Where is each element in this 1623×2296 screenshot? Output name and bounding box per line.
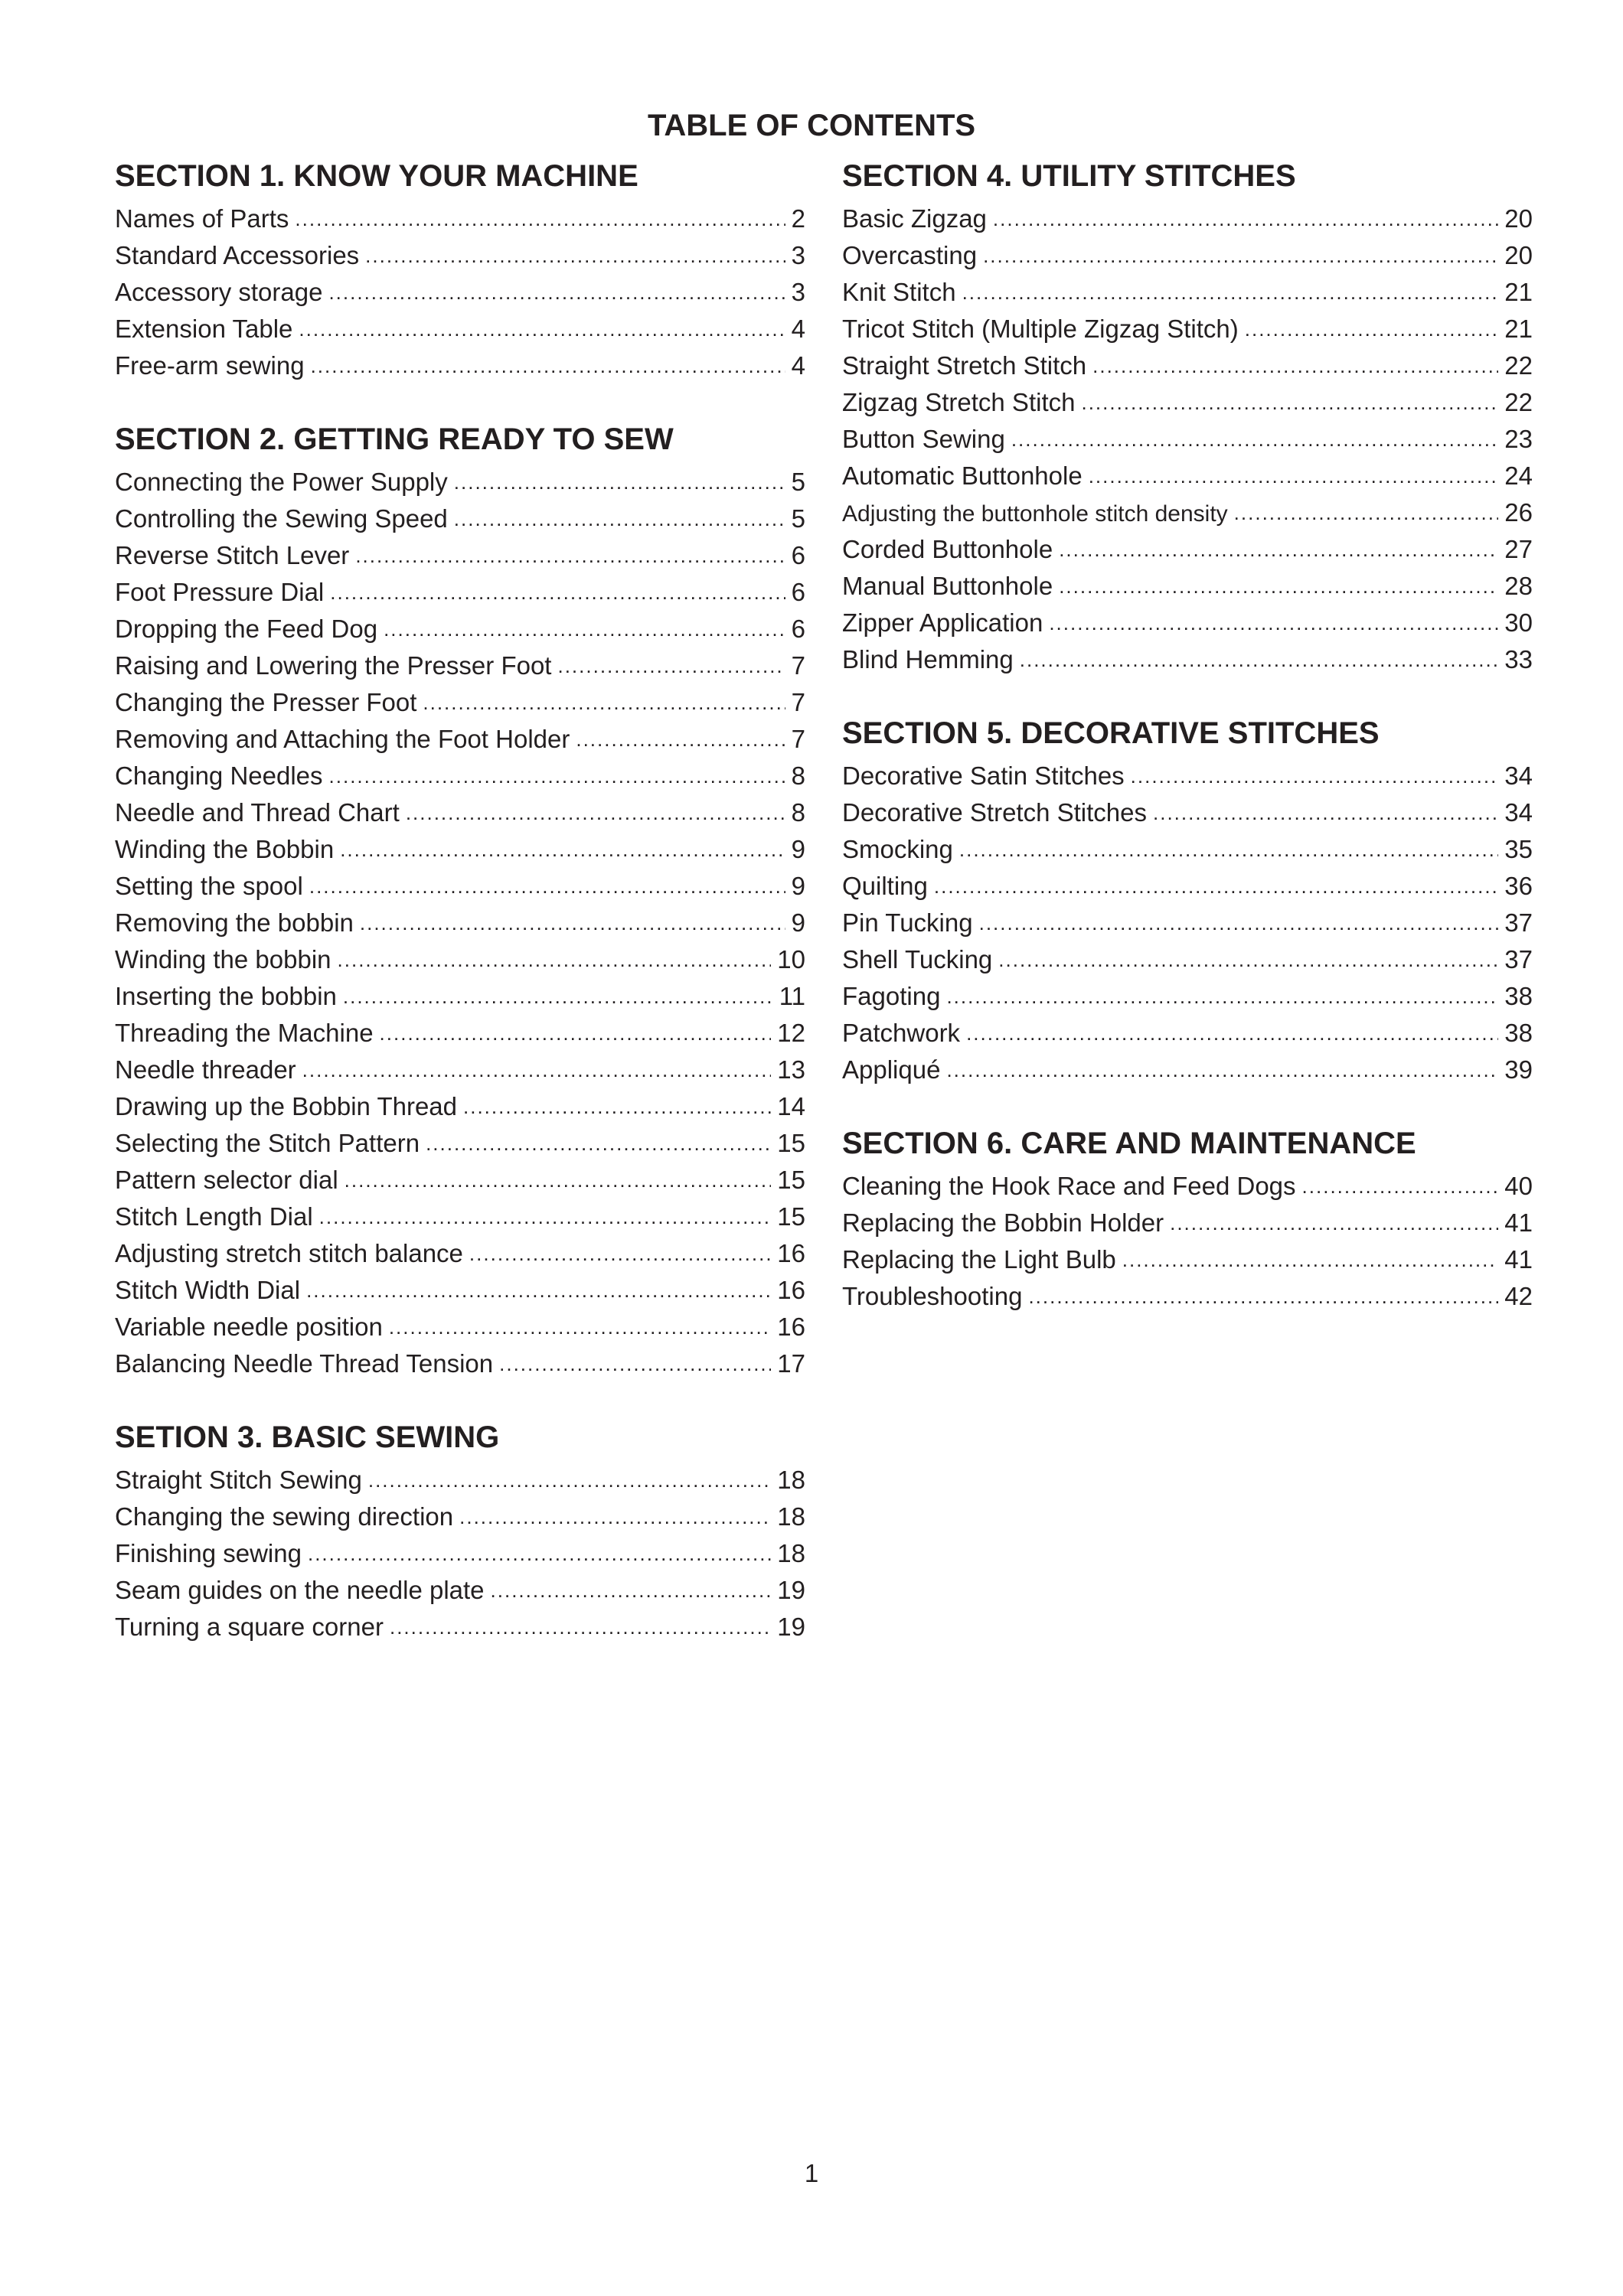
toc-entry[interactable]: [115, 538, 805, 575]
toc-entry[interactable]: [842, 642, 1533, 679]
toc-entry-page: 35: [1504, 835, 1533, 863]
toc-entry-title: Knit Stitch: [842, 278, 956, 306]
toc-entry-page: 4: [791, 351, 805, 380]
toc-entry-title: Finishing sewing: [115, 1539, 302, 1567]
dot-leader: [389, 1309, 771, 1345]
toc-entry-title: Patchwork: [842, 1019, 961, 1047]
toc-entry[interactable]: [842, 1279, 1533, 1316]
toc-section-6: [842, 1124, 1533, 1316]
toc-entry-page: 14: [777, 1092, 805, 1120]
toc-entry[interactable]: [115, 1199, 805, 1236]
toc-entry[interactable]: [842, 795, 1533, 832]
toc-entry-title: Needle threader: [115, 1055, 296, 1084]
toc-entry-page: 37: [1504, 908, 1533, 937]
toc-entry[interactable]: [842, 605, 1533, 642]
toc-entry[interactable]: [842, 979, 1533, 1016]
toc-entry[interactable]: [115, 1126, 805, 1163]
toc-entry-title: Seam guides on the needle plate: [115, 1576, 485, 1604]
toc-entry-title: Selecting the Stitch Pattern: [115, 1129, 420, 1157]
toc-entry-title: Stitch Length Dial: [115, 1202, 313, 1231]
toc-entry[interactable]: [842, 458, 1533, 495]
toc-entry[interactable]: [115, 311, 805, 348]
toc-entry-page: 24: [1504, 461, 1533, 490]
toc-entry[interactable]: [115, 1273, 805, 1309]
dot-leader: [469, 1236, 771, 1271]
dot-leader: [946, 1052, 1498, 1088]
toc-entry-page: 20: [1504, 204, 1533, 233]
dot-leader: [454, 465, 785, 500]
toc-entry-title: Pin Tucking: [842, 908, 973, 937]
dot-leader: [979, 905, 1499, 941]
toc-entry-title: Replacing the Light Bulb: [842, 1245, 1116, 1274]
toc-entry[interactable]: [115, 1499, 805, 1536]
section-heading: SECTION 4. UTILITY STITCHES: [842, 159, 1296, 193]
toc-entry[interactable]: [842, 422, 1533, 458]
toc-entry-page: 2: [791, 204, 805, 233]
toc-entry[interactable]: [842, 1016, 1533, 1052]
toc-entry-title: Stitch Width Dial: [115, 1276, 301, 1304]
toc-entry-page: 7: [791, 651, 805, 680]
toc-entry[interactable]: [115, 758, 805, 795]
dot-leader: [319, 1199, 772, 1234]
toc-entry-page: 6: [791, 615, 805, 643]
toc-section-4: [842, 157, 1533, 679]
toc-entry[interactable]: [842, 348, 1533, 385]
toc-entry-title: Accessory storage: [115, 278, 323, 306]
dot-leader: [1131, 758, 1499, 794]
toc-entry[interactable]: [115, 465, 805, 501]
toc-entry[interactable]: [115, 1309, 805, 1346]
toc-entry-page: 20: [1504, 241, 1533, 269]
dot-leader: [1234, 495, 1499, 530]
toc-entry-page: 12: [777, 1019, 805, 1047]
toc-entry-title: Manual Buttonhole: [842, 572, 1053, 600]
toc-entry-title: Turning a square corner: [115, 1613, 384, 1641]
dot-leader: [295, 201, 785, 236]
toc-entry-page: 42: [1504, 1282, 1533, 1310]
toc-entry[interactable]: [842, 869, 1533, 905]
section-heading: SECTION 2. GETTING READY TO SEW: [115, 422, 674, 456]
toc-entry-page: 21: [1504, 315, 1533, 343]
toc-entry[interactable]: [115, 1346, 805, 1383]
page-number: 1: [804, 2159, 819, 2187]
toc-entry[interactable]: [115, 348, 805, 385]
dot-leader: [306, 1273, 771, 1308]
toc-entry-page: 21: [1504, 278, 1533, 306]
toc-entry-title: Troubleshooting: [842, 1282, 1023, 1310]
toc-entry[interactable]: [115, 1536, 805, 1573]
toc-entry[interactable]: [115, 685, 805, 722]
toc-entry-title: Removing and Attaching the Foot Holder: [115, 725, 570, 753]
dot-leader: [340, 832, 785, 867]
dot-leader: [328, 275, 785, 310]
dot-leader: [499, 1346, 771, 1381]
toc-entry-title: Changing the Presser Foot: [115, 688, 417, 716]
toc-entry-title: Raising and Lowering the Presser Foot: [115, 651, 552, 680]
section-heading: SECTION 5. DECORATIVE STITCHES: [842, 716, 1380, 750]
dot-leader: [299, 311, 785, 347]
dot-leader: [330, 575, 785, 610]
toc-entry-title: Free-arm sewing: [115, 351, 305, 380]
toc-entry-page: 37: [1504, 945, 1533, 974]
dot-leader: [308, 1536, 771, 1571]
toc-entry-title: Adjusting stretch stitch balance: [115, 1239, 463, 1267]
dot-leader: [491, 1573, 772, 1608]
dot-leader: [463, 1089, 771, 1124]
dot-leader: [311, 348, 785, 383]
toc-entry[interactable]: [842, 569, 1533, 605]
dot-leader: [1028, 1279, 1498, 1314]
dot-leader: [959, 832, 1498, 867]
dot-leader: [380, 1016, 772, 1051]
toc-entry-page: 26: [1504, 498, 1533, 527]
toc-entry[interactable]: [842, 238, 1533, 275]
toc-entry-page: 6: [791, 541, 805, 569]
toc-entry-page: 8: [791, 798, 805, 827]
dot-leader: [962, 275, 1499, 310]
toc-entry-title: Fagoting: [842, 982, 941, 1010]
toc-entry-page: 18: [777, 1539, 805, 1567]
toc-entry[interactable]: [115, 201, 805, 238]
dot-leader: [343, 979, 773, 1014]
toc-entry-page: 39: [1504, 1055, 1533, 1084]
toc-entry-page: 41: [1504, 1208, 1533, 1237]
toc-entry-page: 19: [777, 1576, 805, 1604]
toc-entry-page: 13: [777, 1055, 805, 1084]
toc-entry-title: Threading the Machine: [115, 1019, 374, 1047]
toc-entry-title: Foot Pressure Dial: [115, 578, 325, 606]
dot-leader: [934, 869, 1498, 904]
toc-entry-page: 9: [791, 908, 805, 937]
toc-section-3: [115, 1418, 805, 1646]
toc-entry[interactable]: [842, 275, 1533, 311]
toc-entry-page: 15: [777, 1129, 805, 1157]
toc-entry-page: 18: [777, 1466, 805, 1494]
dot-leader: [329, 758, 785, 794]
toc-entry-title: Replacing the Bobbin Holder: [842, 1208, 1164, 1237]
toc-entry-page: 3: [791, 278, 805, 306]
toc-entry[interactable]: [842, 1052, 1533, 1089]
toc-section-1: [115, 157, 805, 385]
dot-leader: [423, 685, 785, 720]
dot-leader: [365, 238, 785, 273]
toc-entry-title: Straight Stitch Sewing: [115, 1466, 362, 1494]
toc-entry-page: 22: [1504, 351, 1533, 380]
toc-entry-title: Decorative Stretch Stitches: [842, 798, 1147, 827]
toc-entry-title: Connecting the Power Supply: [115, 468, 448, 496]
toc-entry-title: Winding the bobbin: [115, 945, 331, 974]
toc-entry-title: Winding the Bobbin: [115, 835, 335, 863]
toc-entry-title: Inserting the bobbin: [115, 982, 337, 1010]
dot-leader: [368, 1463, 771, 1498]
section-heading: SETION 3. BASIC SEWING: [115, 1420, 500, 1454]
dot-leader: [1092, 348, 1498, 383]
toc-entry[interactable]: [115, 1463, 805, 1499]
toc-entry-page: 5: [791, 468, 805, 496]
toc-entry-page: 15: [777, 1202, 805, 1231]
toc-entry-page: 18: [777, 1502, 805, 1531]
dot-leader: [1011, 422, 1498, 457]
toc-entry-title: Quilting: [842, 872, 928, 900]
toc-entry-page: 5: [791, 504, 805, 533]
toc-column-right: [842, 157, 1533, 1351]
toc-entry-page: 9: [791, 835, 805, 863]
toc-entry-title: Setting the spool: [115, 872, 303, 900]
toc-entry[interactable]: [842, 532, 1533, 569]
toc-entry-title: Needle and Thread Chart: [115, 798, 400, 827]
toc-entry-page: 38: [1504, 1019, 1533, 1047]
toc-entry-title: Removing the bobbin: [115, 908, 354, 937]
toc-entry-title: Decorative Satin Stitches: [842, 762, 1125, 790]
toc-entry-page: 17: [777, 1349, 805, 1378]
toc-entry-page: 16: [777, 1276, 805, 1304]
toc-entry-title: Automatic Buttonhole: [842, 461, 1083, 490]
toc-entry-page: 34: [1504, 762, 1533, 790]
toc-entry[interactable]: [115, 942, 805, 979]
toc-entry-title: Controlling the Sewing Speed: [115, 504, 448, 533]
toc-entry-page: 19: [777, 1613, 805, 1641]
toc-entry-title: Smocking: [842, 835, 953, 863]
toc-entry[interactable]: [115, 795, 805, 832]
toc-entry-page: 8: [791, 762, 805, 790]
toc-entry[interactable]: [115, 1052, 805, 1089]
dot-leader: [983, 238, 1498, 273]
toc-entry[interactable]: [115, 575, 805, 612]
toc-entry-title: Names of Parts: [115, 204, 289, 233]
toc-entry-title: Blind Hemming: [842, 645, 1014, 673]
dot-leader: [1302, 1169, 1499, 1204]
toc-entry[interactable]: [842, 385, 1533, 422]
toc-entry-page: 7: [791, 725, 805, 753]
toc-entry-page: 9: [791, 872, 805, 900]
toc-entry[interactable]: [115, 648, 805, 685]
toc-entry-title: Extension Table: [115, 315, 293, 343]
section-heading: SECTION 1. KNOW YOUR MACHINE: [115, 159, 638, 193]
toc-entry-title: Adjusting the buttonhole stitch density: [842, 501, 1228, 527]
toc-entry-page: 23: [1504, 425, 1533, 453]
toc-entry[interactable]: [115, 832, 805, 869]
toc-entry[interactable]: [115, 722, 805, 758]
dot-leader: [1049, 605, 1498, 641]
dot-leader: [1020, 642, 1499, 677]
toc-entry[interactable]: [842, 1169, 1533, 1205]
dot-leader: [338, 942, 772, 977]
toc-entry-title: Changing Needles: [115, 762, 323, 790]
dot-leader: [360, 905, 785, 941]
dot-leader: [966, 1016, 1498, 1051]
toc-entry[interactable]: [842, 201, 1533, 238]
toc-entry-title: Zigzag Stretch Stitch: [842, 388, 1076, 416]
toc-entry[interactable]: [115, 612, 805, 648]
dot-leader: [309, 869, 785, 904]
toc-entry[interactable]: [115, 275, 805, 311]
dot-leader: [1170, 1205, 1498, 1241]
toc-entry-title: Reverse Stitch Lever: [115, 541, 350, 569]
dot-leader: [998, 942, 1498, 977]
toc-entry[interactable]: [842, 311, 1533, 348]
toc-entry-page: 30: [1504, 608, 1533, 637]
toc-entry[interactable]: [115, 238, 805, 275]
toc-entry-page: 6: [791, 578, 805, 606]
toc-entry[interactable]: [115, 1089, 805, 1126]
dot-leader: [426, 1126, 771, 1161]
toc-entry-title: Appliqué: [842, 1055, 941, 1084]
toc-entry-title: Pattern selector dial: [115, 1166, 338, 1194]
toc-entry-page: 33: [1504, 645, 1533, 673]
dot-leader: [302, 1052, 772, 1088]
toc-section-2: [115, 420, 805, 1383]
toc-entry-title: Drawing up the Bobbin Thread: [115, 1092, 458, 1120]
dot-leader: [406, 795, 785, 830]
dot-leader: [390, 1609, 771, 1645]
dot-leader: [1153, 795, 1498, 830]
toc-entry-title: Zipper Application: [842, 608, 1043, 637]
toc-entry[interactable]: [842, 942, 1533, 979]
toc-entry-page: 4: [791, 315, 805, 343]
dot-leader: [454, 501, 785, 536]
toc-entry[interactable]: [115, 1573, 805, 1609]
toc-entry-page: 22: [1504, 388, 1533, 416]
toc-entry[interactable]: [115, 1016, 805, 1052]
toc-entry[interactable]: [842, 495, 1533, 532]
dot-leader: [993, 201, 1498, 236]
toc-entry-title: Overcasting: [842, 241, 978, 269]
toc-entry-title: Corded Buttonhole: [842, 535, 1053, 563]
dot-leader: [946, 979, 1498, 1014]
toc-section-5: [842, 714, 1533, 1089]
dot-leader: [1089, 458, 1499, 494]
toc-entry[interactable]: [115, 1163, 805, 1199]
toc-column-left: [115, 157, 805, 1681]
toc-entry[interactable]: [842, 758, 1533, 795]
toc-entry[interactable]: [115, 869, 805, 905]
toc-entry-title: Changing the sewing direction: [115, 1502, 454, 1531]
toc-entry[interactable]: [842, 1242, 1533, 1279]
toc-entry-page: 38: [1504, 982, 1533, 1010]
dot-leader: [459, 1499, 771, 1534]
dot-leader: [557, 648, 785, 683]
dot-leader: [1081, 385, 1498, 420]
toc-entry[interactable]: [115, 1236, 805, 1273]
dot-leader: [1122, 1242, 1499, 1277]
dot-leader: [1059, 532, 1498, 567]
toc-entry[interactable]: [115, 501, 805, 538]
toc-entry-page: 41: [1504, 1245, 1533, 1274]
toc-entry-title: Shell Tucking: [842, 945, 993, 974]
toc-entry-title: Dropping the Feed Dog: [115, 615, 378, 643]
page-title: TABLE OF CONTENTS: [647, 109, 976, 142]
dot-leader: [1245, 311, 1499, 347]
toc-entry-title: Balancing Needle Thread Tension: [115, 1349, 494, 1378]
dot-leader: [345, 1163, 772, 1198]
toc-entry[interactable]: [842, 1205, 1533, 1242]
toc-entry-page: 10: [777, 945, 805, 974]
toc-entry-page: 16: [777, 1239, 805, 1267]
dot-leader: [355, 538, 785, 573]
toc-entry-page: 28: [1504, 572, 1533, 600]
toc-entry-title: Cleaning the Hook Race and Feed Dogs: [842, 1172, 1296, 1200]
toc-entry[interactable]: [115, 1609, 805, 1646]
toc-entry-page: 15: [777, 1166, 805, 1194]
toc-entry-page: 7: [791, 688, 805, 716]
toc-entry-title: Straight Stretch Stitch: [842, 351, 1087, 380]
toc-entry-page: 34: [1504, 798, 1533, 827]
dot-leader: [576, 722, 785, 757]
dot-leader: [1059, 569, 1498, 604]
toc-entry-page: 40: [1504, 1172, 1533, 1200]
toc-entry-title: Standard Accessories: [115, 241, 360, 269]
toc-entry-title: Variable needle position: [115, 1313, 383, 1341]
toc-entry-page: 16: [777, 1313, 805, 1341]
toc-entry-title: Basic Zigzag: [842, 204, 987, 233]
section-heading: SECTION 6. CARE AND MAINTENANCE: [842, 1127, 1416, 1160]
toc-entry-page: 36: [1504, 872, 1533, 900]
toc-entry[interactable]: [115, 979, 805, 1016]
toc-entry-title: Button Sewing: [842, 425, 1005, 453]
toc-entry[interactable]: [842, 832, 1533, 869]
toc-entry-page: 27: [1504, 535, 1533, 563]
toc-entry[interactable]: [115, 905, 805, 942]
toc-entry-page: 11: [779, 982, 805, 1010]
toc-entry-page: 3: [791, 241, 805, 269]
dot-leader: [384, 612, 785, 647]
toc-entry-title: Tricot Stitch (Multiple Zigzag Stitch): [842, 315, 1239, 343]
toc-entry[interactable]: [842, 905, 1533, 942]
